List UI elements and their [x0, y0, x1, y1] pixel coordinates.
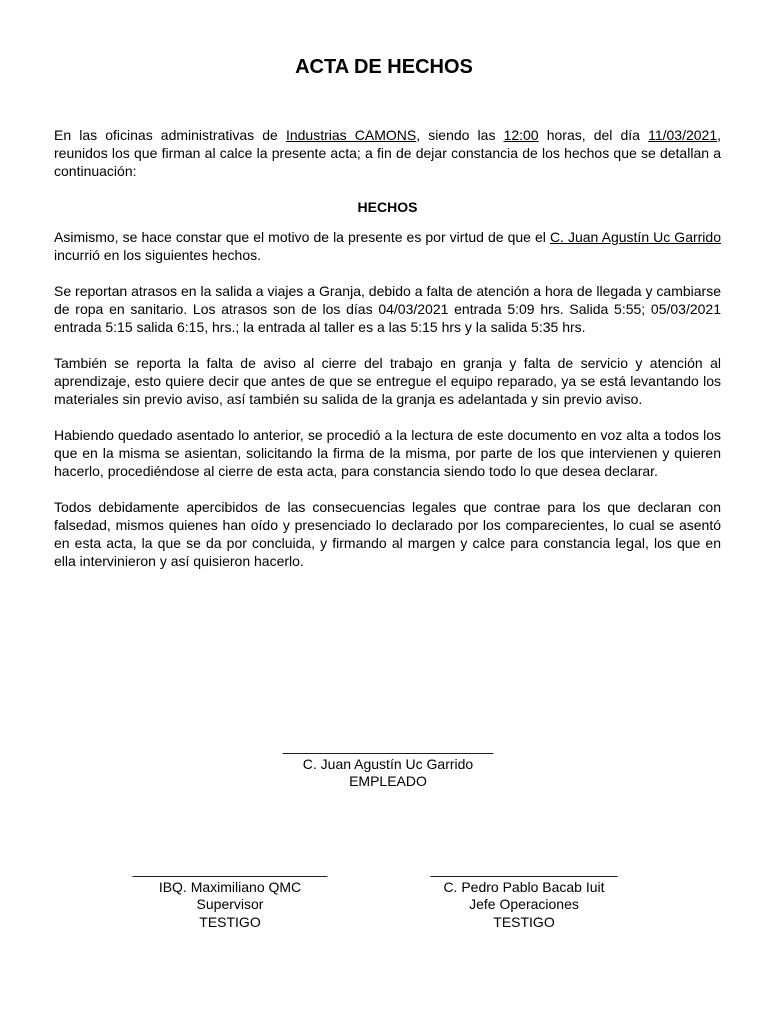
document-title: ACTA DE HECHOS: [295, 56, 473, 78]
intro-text-4: , reunidos los que firman al calce la presente acta; a fin de dejar constancia de los hechos que se detallan a continuación:: [54, 127, 721, 179]
document-body: [54, 126, 721, 588]
company-name: Industrias CAMONS: [285, 127, 417, 143]
intro-text-3: horas, del día: [538, 127, 649, 143]
employee-signature-name: C. Juan Agustín Uc Garrido: [302, 755, 474, 772]
motivo-paragraph: [54, 228, 721, 264]
atrasos-paragraph: Se reportan atrasos en la salida a viajes a Granja, debido a falta de atención a hora de llegada y cambiarse de ropa en sanitario. Los atrasos son de los días 04/03/2021 entrada 5:09 hrs. Salida 5:55; 05/03/2021 entrada 5:15 salida 6:15, hrs.; la entrada al taller es a las 5:15 hrs y la salida 5:35 hrs.: [54, 283, 721, 335]
meeting-date: 11/03/2021: [648, 127, 718, 143]
motivo-text-2: incurrió en los siguientes hechos.: [54, 247, 262, 263]
signature-line: ___________________________: [282, 738, 494, 754]
witness-left-position: Supervisor: [196, 896, 264, 912]
employee-signature-block: [268, 738, 508, 791]
motivo-text-1: Asimismo, se hace constar que el motivo de la presente es por virtud de que el: [54, 229, 550, 245]
intro-text-1: En las oficinas administrativas de: [54, 127, 286, 143]
section-heading: HECHOS: [357, 199, 418, 215]
witness-right-signature-block: [414, 861, 634, 931]
witness-right-role: TESTIGO: [493, 913, 555, 930]
witness-left-role: TESTIGO: [199, 913, 261, 930]
employee-name: C. Juan Agustín Uc Garrido: [549, 229, 721, 245]
meeting-time: 12:00: [503, 127, 539, 143]
lectura-paragraph: Habiendo quedado asentado lo anterior, se procedió a la lectura de este documento en voz alta a todos los que en la misma se asientan, solicitando la firma de la misma, por parte de los que intervienen y quieren hacerlo, procediéndose al cierre de esta acta, para constancia siendo todo lo que desea declarar.: [54, 427, 721, 479]
witness-left-signature-block: [120, 861, 340, 931]
employee-signature-role: EMPLEADO: [349, 773, 427, 789]
signature-line: ________________________: [430, 861, 618, 877]
cierre-paragraph: Todos debidamente apercibidos de las consecuencias legales que contrae para los que declaran con falsedad, mismos quienes han oído y presenciado lo declarado por los comparecientes, lo cual se asentó en esta acta, la que se da por concluida, y firmando al margen y calce para constancia legal, los que en ella intervinieron y así quisieron hacerlo.: [54, 499, 721, 569]
intro-paragraph: [54, 126, 721, 180]
witness-left-name: IBQ. Maximiliano QMC: [158, 878, 302, 895]
witness-right-position: Jefe Operaciones: [469, 896, 579, 912]
signature-line: _________________________: [132, 861, 328, 877]
aviso-paragraph: También se reporta la falta de aviso al cierre del trabajo en granja y falta de servicio y atención al aprendizaje, esto quiere decir que antes de que se entregue el equipo reparado, ya se está levantando los materiales sin previo aviso, así también su salida de la granja es adelantada y sin previo aviso.: [54, 355, 721, 407]
intro-text-2: , siendo las: [416, 127, 504, 143]
witness-right-name: C. Pedro Pablo Bacab Iuit: [443, 878, 605, 895]
